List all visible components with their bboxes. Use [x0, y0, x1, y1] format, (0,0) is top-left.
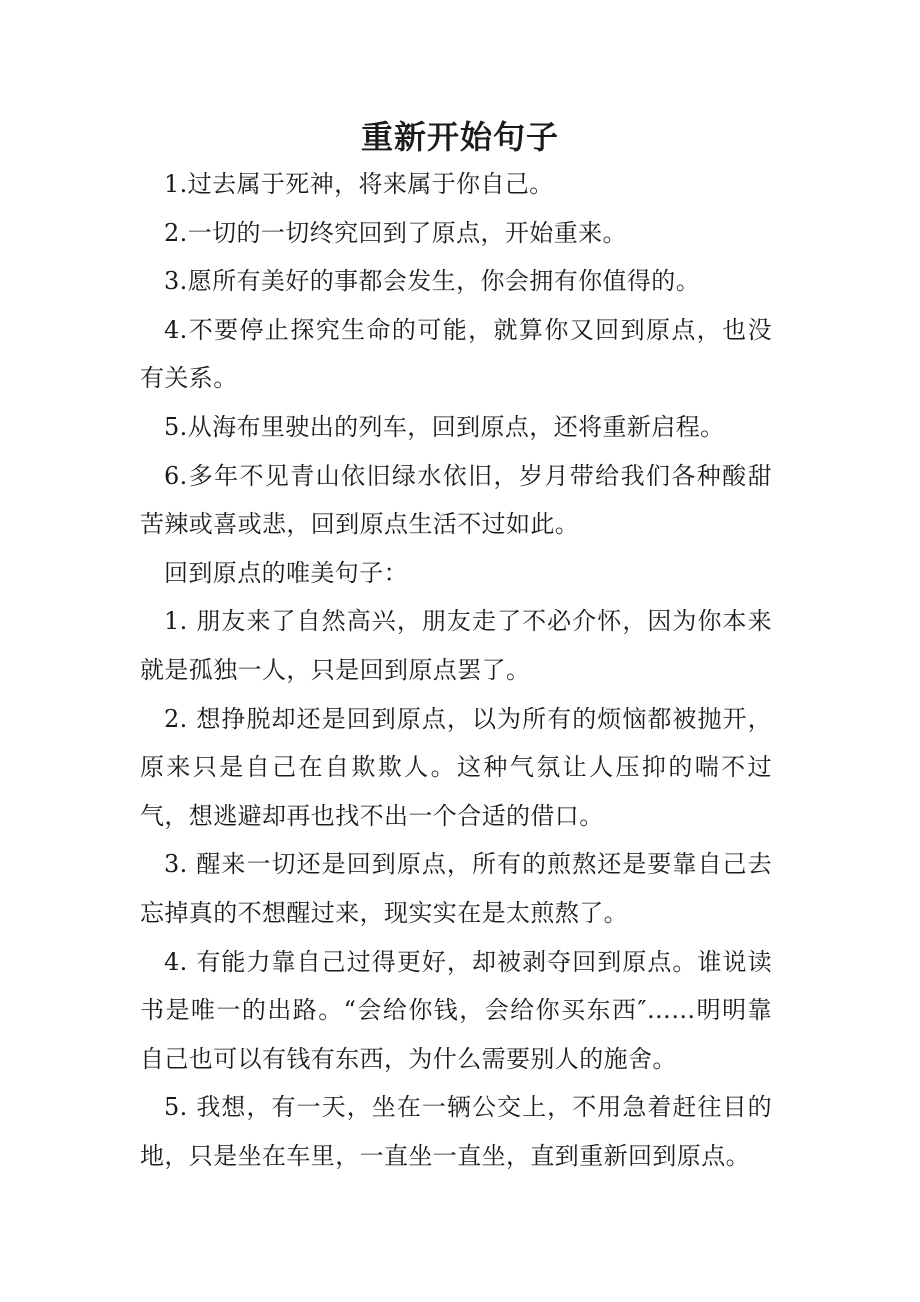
paragraph-7: 1. 朋友来了自然高兴，朋友走了不必介怀，因为你本来就是孤独一人，只是回到原点罢了。 — [140, 607, 772, 684]
document-title: 重新开始句子 — [360, 118, 559, 156]
paragraph-8: 2. 想挣脱却还是回到原点，以为所有的烦恼都被抛开，原来只是自己在自欺欺人。这种气氛让人压抑的喘不过气，想逃避却再也找不出一个合适的借口。 — [140, 704, 772, 830]
paragraph-2: 2.一切的一切终究回到了原点，开始重来。 — [164, 218, 627, 247]
paragraph-1: 1.过去属于死神，将来属于你自己。 — [164, 170, 554, 198]
section-heading: 回到原点的唯美句子： — [164, 558, 408, 587]
paragraph-6: 6.多年不见青山依旧绿水依旧，岁月带给我们各种酸甜苦辣或喜或悲，回到原点生活不过如此。 — [140, 461, 772, 539]
document-body — [140, 160, 772, 1180]
paragraph-3: 3.愿所有美好的事都会发生，你会拥有你值得的。 — [164, 267, 701, 296]
paragraph-5: 5.从海布里驶出的列车，回到原点，还将重新启程。 — [164, 412, 725, 441]
paragraph-9: 3. 醒来一切还是回到原点，所有的煎熬还是要靠自己去忘掉真的不想醒过来，现实实在是太煎熬了。 — [140, 850, 772, 927]
paragraph-4: 4.不要停止探究生命的可能，就算你又回到原点，也没有关系。 — [140, 315, 772, 393]
paragraph-10: 4. 有能力靠自己过得更好，却被剥夺回到原点。谁说读书是唯一的出路。“会给你钱，会给你买东西″……明明靠自己也可以有钱有东西，为什么需要别人的施舍。 — [140, 947, 772, 1073]
paragraph-11: 5. 我想，有一天，坐在一辆公交上，不用急着赶往目的地，只是坐在车里，一直坐一直坐，直到重新回到原点。 — [140, 1093, 772, 1170]
